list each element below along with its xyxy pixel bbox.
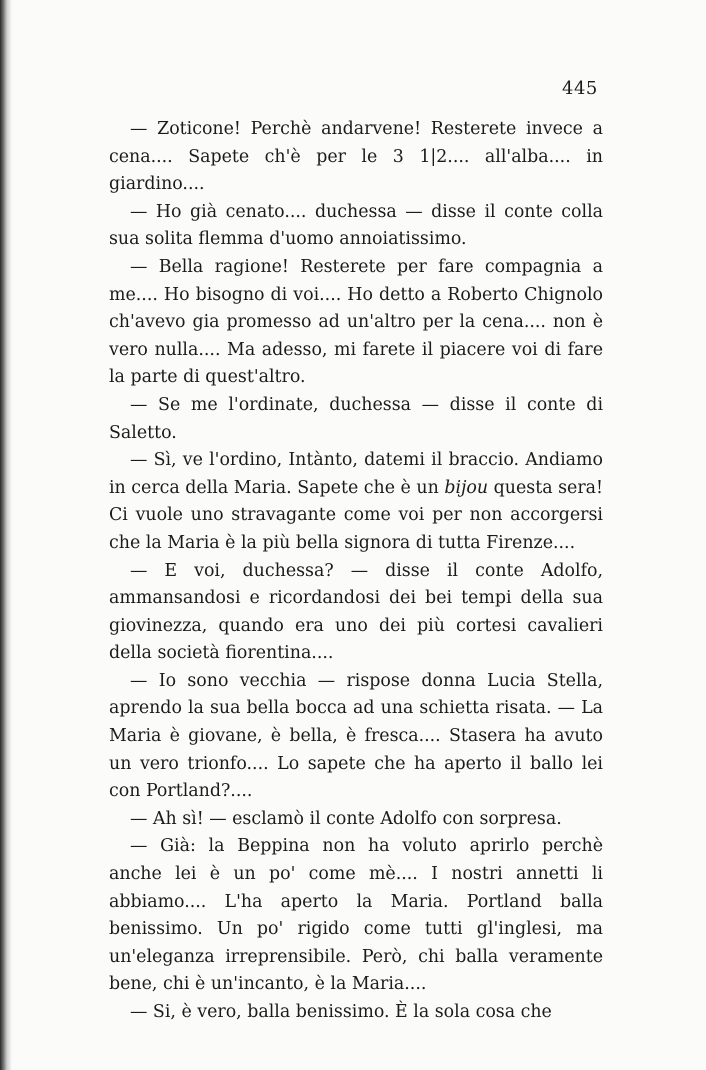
paragraph-10: — Si, è vero, balla benissimo. È la sola cosa che (130, 1002, 552, 1022)
paragraph-8: — Ah sì! — esclamò il conte Adolfo con sorpresa. (130, 808, 562, 829)
paragraph-4: — Se me l'ordinate, duchessa — disse il conte di Saletto. (109, 394, 603, 443)
page-binding-edge (0, 0, 12, 1070)
paragraph-9: — Già: la Beppina non ha voluto aprirlo perchè anche lei è un po' come mè.... I nostri annetti li abbiamo.... L'ha aperto la Maria. Portland balla benissimo. Un po' rigido come tutti gl'inglesi, ma un'eleganza irreprensibile. Però, chi balla veramente bene, chi è un'incanto, è la Maria.... (109, 836, 603, 995)
paragraph-3: — Bella ragione! Resterete per fare compagnia a me.... Ho bisogno di voi.... Ho detto a Roberto Chignolo ch'avevo gia promesso ad un'altro per la cena.... non è vero nulla.... Ma adesso, mi farete il piacere voi di fare la parte di quest'altro. (109, 256, 603, 388)
body-text (109, 116, 603, 1027)
paragraph-7: — Io sono vecchia — rispose donna Lucia Stella, aprendo la sua bella bocca ad una schietta risata. — La Maria è giovane, è bella, è fresca.... Stasera ha avuto un vero trionfo.... Lo sapete che ha aperto il ballo lei con Portland?.... (109, 670, 603, 802)
paragraph-6: — E voi, duchessa? — disse il conte Adolfo, ammansandosi e ricordandosi dei bei tempi della sua giovinezza, quando era uno dei più cortesi cavalieri della società fiorentina.... (109, 560, 603, 664)
paragraph-5-italic-word: bijou (444, 477, 489, 498)
paragraph-2: — Ho già cenato.... duchessa — disse il conte colla sua solita flemma d'uomo annoiatissimo. (109, 201, 603, 250)
paragraph-1: — Zoticone! Perchè andarvene! Resterete invece a cena.... Sapete ch'è per le 3 1|2.... all'alba.... in giardino.... (109, 119, 603, 195)
paragraph-5 (109, 447, 603, 557)
paragraph-5-before: — Sì, ve l'ordino, Intànto, datemi il braccio. Andiamo in cerca della Maria. Sapete che è un (109, 450, 603, 498)
page-number: 445 (562, 78, 598, 99)
paragraph-5-after: questa sera! Ci vuole uno stravagante come voi per non accorgersi che la Maria è la più bella signora di tutta Firenze.... (109, 477, 603, 553)
